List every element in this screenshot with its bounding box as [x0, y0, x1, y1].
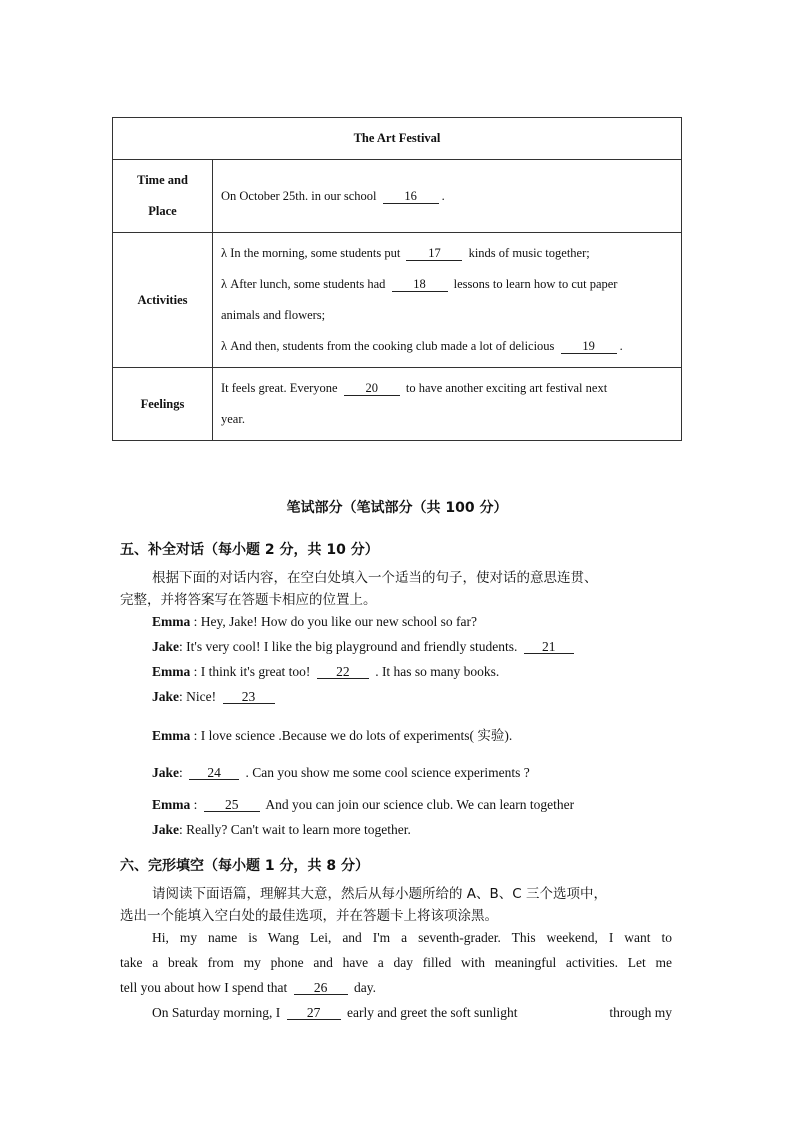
blank-20: 20: [344, 382, 400, 396]
passage-text: early and greet the soft sunlight: [346, 1005, 518, 1020]
dialogue-text: It's very cool! I like the big playground and friendly students.: [186, 639, 518, 654]
dialogue-line: [152, 724, 512, 744]
separator: :: [179, 765, 187, 780]
blank-25: 25: [204, 798, 260, 812]
blank-26: 26: [294, 981, 348, 995]
section6-instruction: 选出一个能填入空白处的最佳选项，并在答题卡上将该项涂黑。: [120, 908, 498, 924]
passage-line: Hi, my name is Wang Lei, and I'm a seventh-grader. This weekend, I want to: [152, 930, 672, 945]
passage-line: take a break from my phone and have a day filled with meaningful activities. Let me: [120, 955, 672, 970]
section6-instruction: 请阅读下面语篇，理解其大意，然后从每小题所给的 A、B、C 三个选项中，: [152, 886, 608, 902]
passage-text: tell you about how I spend that: [120, 980, 288, 995]
blank-17: 17: [406, 247, 462, 261]
section6-heading: 六、完形填空（每小题 1 分，共 8 分）: [120, 858, 369, 874]
speaker: Jake: [152, 822, 179, 837]
dialogue-text: I think it's great too!: [200, 664, 311, 679]
feelings-cell: [213, 368, 682, 441]
speaker: Jake: [152, 639, 179, 654]
row-label-time-place: [113, 160, 213, 233]
section5-heading: 五、补全对话（每小题 2 分，共 10 分）: [120, 542, 379, 558]
section5-instruction: 完整，并将答案写在答题卡相应的位置上。: [120, 592, 377, 608]
art-festival-table: [112, 117, 682, 441]
separator: :: [190, 797, 201, 812]
blank-18: 18: [392, 278, 448, 292]
speaker: Jake: [152, 765, 179, 780]
row-label-feelings: Feelings: [113, 368, 213, 441]
passage-line: [152, 1005, 672, 1021]
separator: :: [179, 689, 187, 704]
dialogue-line: [152, 765, 530, 781]
passage-text: day.: [353, 980, 376, 995]
dialogue-line: [152, 689, 278, 705]
bullet-icon: λ: [221, 339, 228, 353]
section5-instruction: 根据下面的对话内容，在空白处填入一个适当的句子，使对话的意思连贯、: [152, 570, 598, 586]
dialogue-line: [152, 822, 411, 838]
passage-text: On Saturday morning, I: [152, 1005, 281, 1020]
written-part-title: 笔试部分（笔试部分（共 100 分）: [286, 500, 508, 516]
separator: :: [179, 639, 187, 654]
dialogue-text: And you can join our science club. We can learn together: [265, 797, 575, 812]
speaker: Emma: [152, 614, 191, 629]
blank-19: 19: [561, 340, 617, 354]
feelings-line: year.: [221, 412, 245, 426]
speaker: Emma: [152, 797, 191, 812]
cell-text: In the morning, some students put: [230, 246, 401, 260]
separator: :: [179, 822, 187, 837]
dialogue-text: I love science .Because we do lots of experiments( 实验).: [200, 728, 513, 743]
cell-text: And then, students from the cooking club made a lot of delicious: [230, 339, 555, 353]
speaker: Emma: [152, 728, 191, 743]
activity-line: [221, 269, 673, 300]
bullet-icon: λ: [221, 277, 228, 291]
passage-line: [120, 980, 376, 996]
label-line: Place: [148, 204, 177, 218]
dialogue-line: [152, 664, 499, 680]
cell-text: .: [619, 339, 623, 353]
dialogue-line: [152, 639, 577, 655]
passage-text: through my: [609, 1005, 672, 1020]
cell-text: to have another exciting art festival next: [405, 381, 608, 395]
blank-23: 23: [223, 690, 275, 704]
activity-line: [221, 238, 673, 269]
cell-text: kinds of music together;: [468, 246, 590, 260]
speaker: Jake: [152, 689, 179, 704]
label-line: Time and: [137, 173, 188, 187]
feelings-line: [221, 373, 673, 404]
activities-cell: [213, 233, 682, 368]
blank-22: 22: [317, 665, 369, 679]
time-place-cell: [213, 160, 682, 233]
separator: :: [190, 664, 201, 679]
speaker: Emma: [152, 664, 191, 679]
row-label-activities: Activities: [113, 233, 213, 368]
dialogue-text: . It has so many books.: [375, 664, 500, 679]
dialogue-line: [152, 797, 574, 813]
dialogue-text: Hey, Jake! How do you like our new school so far?: [200, 614, 477, 629]
table-title: The Art Festival: [113, 118, 682, 160]
cell-text: After lunch, some students had: [230, 277, 386, 291]
cell-text: lessons to learn how to cut paper: [453, 277, 618, 291]
cell-text: It feels great. Everyone: [221, 381, 338, 395]
separator: :: [190, 728, 201, 743]
blank-21: 21: [524, 640, 574, 654]
dialogue-line: [152, 614, 477, 630]
cell-text: On October 25th. in our school: [221, 188, 377, 203]
cell-text: .: [441, 188, 445, 203]
separator: :: [190, 614, 201, 629]
blank-16: 16: [383, 190, 439, 204]
activity-line: [221, 331, 673, 362]
dialogue-text: Nice!: [186, 689, 217, 704]
dialogue-text: . Can you show me some cool science experiments ?: [245, 765, 530, 780]
bullet-icon: λ: [221, 246, 228, 260]
blank-24: 24: [189, 766, 239, 780]
blank-27: 27: [287, 1006, 341, 1020]
activity-line: animals and flowers;: [221, 308, 326, 322]
dialogue-text: Really? Can't wait to learn more together.: [186, 822, 411, 837]
